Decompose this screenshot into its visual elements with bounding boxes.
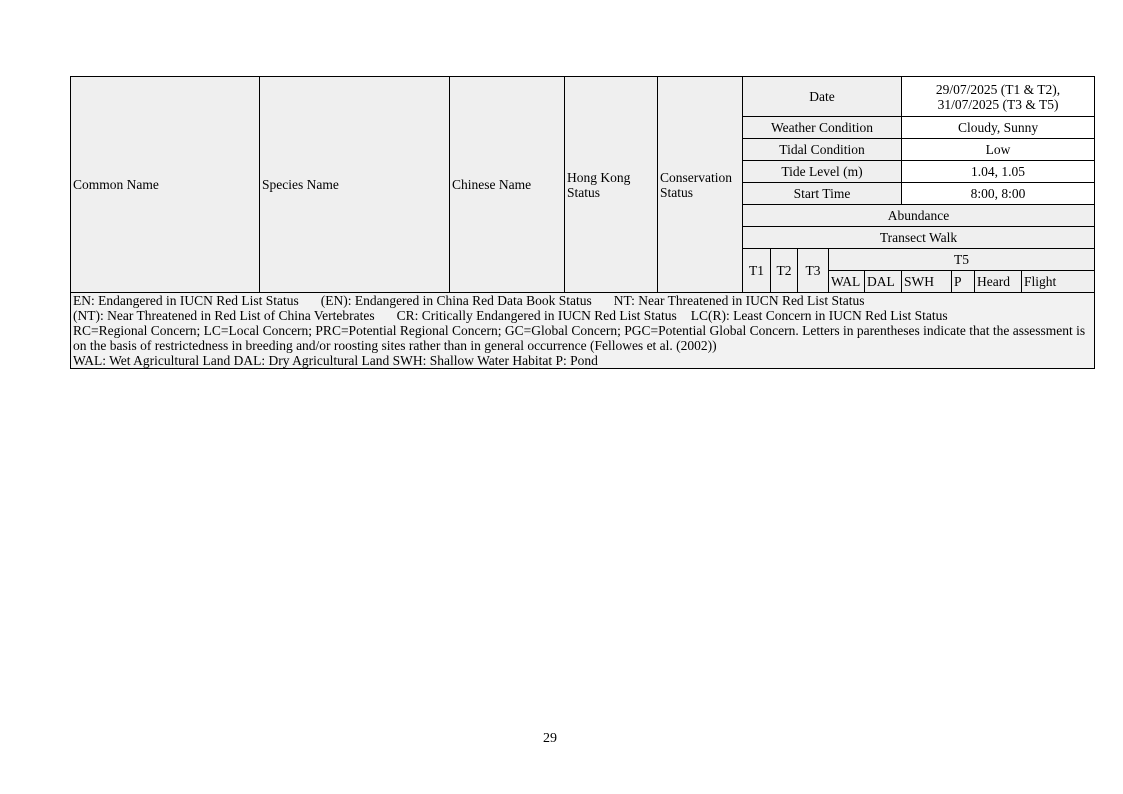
footnote-nt-china: (NT): Near Threatened in Red List of China Vertebrates [73,308,375,323]
transect-t2-header: T2 [771,249,798,293]
date-value [902,77,1095,117]
page-number: 29 [543,731,557,746]
header-conservation-status: Conservation Status [658,77,743,293]
bird-survey-table [70,76,1095,369]
footnote-line-2 [73,308,1092,323]
transect-walk-header: Transect Walk [743,227,1095,249]
t5-p-header: P [952,271,975,293]
footnote-lc-r: LC(R): Least Concern in IUCN Red List Status [690,308,948,323]
footnote-en: EN: Endangered in IUCN Red List Status [73,293,299,308]
header-common-name: Common Name [71,77,260,293]
t5-heard-header: Heard [975,271,1022,293]
t5-wal-header: WAL [829,271,865,293]
footnotes-cell [71,293,1095,369]
footnote-habitat-abbreviations: WAL: Wet Agricultural Land DAL: Dry Agricultural Land SWH: Shallow Water Habitat P: Pond [73,353,598,368]
start-time-value: 8:00, 8:00 [902,183,1095,205]
transect-t3-header: T3 [798,249,829,293]
transect-t5-header: T5 [829,249,1095,271]
footnote-concern-definitions: RC=Regional Concern; LC=Local Concern; PRC=Potential Regional Concern; GC=Global Concern; PGC=Potential Global Concern. Letters in parentheses indicate that the assessment is on the basis of restrictedness in breeding and/or roosting sites rather than in general occurrence (Fellowes et al. (2002)) [73,323,1086,353]
footnote-line-1 [73,293,1092,308]
date-label: Date [743,77,902,117]
tide-level-label: Tide Level (m) [743,161,902,183]
footnote-nt: NT: Near Threatened in IUCN Red List Status [613,293,865,308]
transect-t1-header: T1 [743,249,771,293]
weather-value: Cloudy, Sunny [902,117,1095,139]
header-chinese-name: Chinese Name [450,77,565,293]
tidal-value: Low [902,139,1095,161]
footnote-en-china: (EN): Endangered in China Red Data Book Status [320,293,592,308]
t5-dal-header: DAL [865,271,902,293]
t5-swh-header: SWH [902,271,952,293]
footnote-cr: CR: Critically Endangered in IUCN Red List Status [396,308,677,323]
date-value-line2: 31/07/2025 (T3 & T5) [937,96,1059,112]
tide-level-value: 1.04, 1.05 [902,161,1095,183]
header-species-name: Species Name [260,77,450,293]
tidal-label: Tidal Condition [743,139,902,161]
date-value-line1: 29/07/2025 (T1 & T2), [935,81,1061,97]
start-time-label: Start Time [743,183,902,205]
t5-flight-header: Flight [1022,271,1095,293]
weather-label: Weather Condition [743,117,902,139]
header-hong-kong-status: Hong Kong Status [565,77,658,293]
abundance-header: Abundance [743,205,1095,227]
